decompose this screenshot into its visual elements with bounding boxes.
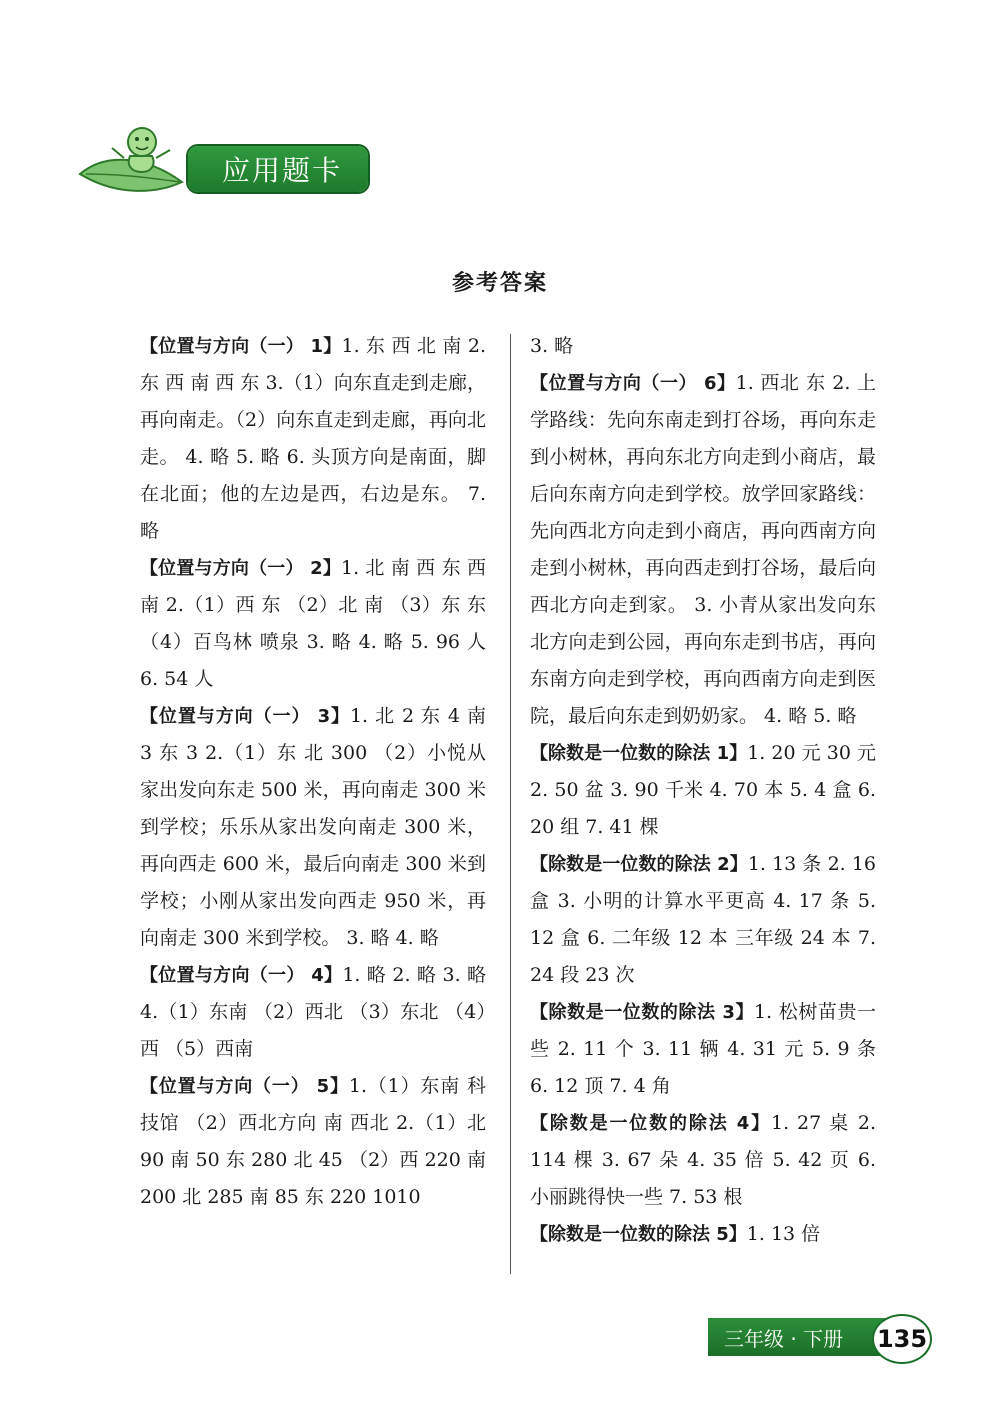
answer-entry xyxy=(530,328,876,365)
column-divider xyxy=(510,334,511,1274)
answer-entry xyxy=(530,365,876,735)
entry-heading: 【位置与方向（一） 3】 xyxy=(140,706,350,727)
page-title: 参考答案 xyxy=(451,270,548,296)
entry-heading: 【除数是一位数的除法 3】 xyxy=(530,1002,755,1023)
entry-heading: 【位置与方向（一） 2】 xyxy=(140,558,342,579)
answer-entry xyxy=(140,328,486,550)
section-badge xyxy=(188,146,368,192)
answer-entry xyxy=(530,735,876,846)
entry-text: 1. 略 2. 略 3. 略 4.（1）东南 （2）西北 （3）东北 （4）西 （5）西南 xyxy=(140,964,486,1060)
entry-heading: 【除数是一位数的除法 4】 xyxy=(530,1113,771,1134)
entry-heading: 【除数是一位数的除法 5】 xyxy=(530,1224,747,1245)
entry-text: 1. 松树苗贵一些 2. 11 个 3. 11 辆 4. 31 元 5. 9 条 6. 12 顶 7. 4 角 xyxy=(530,1001,877,1097)
section-badge-label: 应用题卡 xyxy=(222,154,343,187)
entry-text: 3. 略 xyxy=(530,335,574,357)
answer-entry xyxy=(530,1105,876,1216)
entry-heading: 【位置与方向（一） 4】 xyxy=(140,965,343,986)
entry-text: 1. 13 条 2. 16 盒 3. 小明的计算水平更高 4. 17 条 5. 12 盒 6. 二年级 12 本 三年级 24 本 7. 24 段 23 次 xyxy=(530,853,876,986)
answer-entry xyxy=(530,994,876,1105)
answer-column-left xyxy=(140,328,486,1216)
entry-text: 1. 20 元 30 元 2. 50 盆 3. 90 千米 4. 70 本 5. 4 盒 6. 20 组 7. 41 棵 xyxy=(530,742,876,838)
entry-heading: 【除数是一位数的除法 1】 xyxy=(530,743,748,764)
entry-text: 1. 东 西 北 南 2. 东 西 南 西 东 3.（1）向东直走到走廊，再向南走。（2）向东直走到走廊，再向北走。 4. 略 5. 略 6. 头顶方向是南面，脚在北面；他的左边是西，右边是东。 7. 略 xyxy=(140,335,486,542)
entry-heading: 【位置与方向（一） 5】 xyxy=(140,1076,349,1097)
answer-entry xyxy=(140,957,486,1068)
entry-text: 1.（1）东南 科技馆 （2）西北方向 南 西北 2.（1）北 90 南 50 东 280 北 45 （2）西 220 南 200 北 285 南 85 东 220 1010 xyxy=(140,1075,486,1208)
entry-heading: 【除数是一位数的除法 2】 xyxy=(530,854,748,875)
entry-text: 1. 13 倍 xyxy=(746,1223,821,1245)
answer-entry xyxy=(530,1216,876,1253)
grade-label: 三年级 · 下册 xyxy=(724,1326,844,1351)
entry-heading: 【位置与方向（一） 1】 xyxy=(140,336,342,357)
page-number: 135 xyxy=(872,1314,932,1364)
entry-text: 1. 27 桌 2. 114 棵 3. 67 朵 4. 35 倍 5. 42 页 6. 小丽跳得快一些 7. 53 根 xyxy=(530,1112,876,1208)
entry-text: 1. 西北 东 2. 上学路线：先向东南走到打谷场，再向东走到小树林，再向东北方向走到小商店，最后向东南方向走到学校。放学回家路线：先向西北方向走到小商店，再向西南方向走到小树林，再向西走到打谷场，最后向西北方向走到家。 3. 小青从家出发向东北方向走到公园，再向东走到书店，再向东南方向走到学校，再向西南方向走到医院，最后向东走到奶奶家。 4. 略 5. 略 xyxy=(530,372,876,727)
answer-entry xyxy=(530,846,876,994)
answer-entry xyxy=(140,550,486,698)
answer-column-right xyxy=(530,328,876,1253)
mascot-leaf-icon xyxy=(76,112,196,212)
entry-heading: 【位置与方向（一） 6】 xyxy=(530,373,736,394)
entry-text: 1. 北 南 西 东 西 南 2.（1）西 东 （2）北 南 （3）东 东 （4）百鸟林 喷泉 3. 略 4. 略 5. 96 人 6. 54 人 xyxy=(140,557,487,690)
entry-text: 1. 北 2 东 4 南 3 东 3 2.（1）东 北 300 （2）小悦从家出发向东走 500 米，再向南走 300 米到学校；乐乐从家出发向南走 300 米，再向西走 600 米，最后向南走 300 米到学校；小刚从家出发向西走 950 米，再向南走 300 米到学校。 3. 略 4. 略 xyxy=(140,705,486,949)
answer-entry xyxy=(140,1068,486,1216)
answer-entry xyxy=(140,698,486,957)
